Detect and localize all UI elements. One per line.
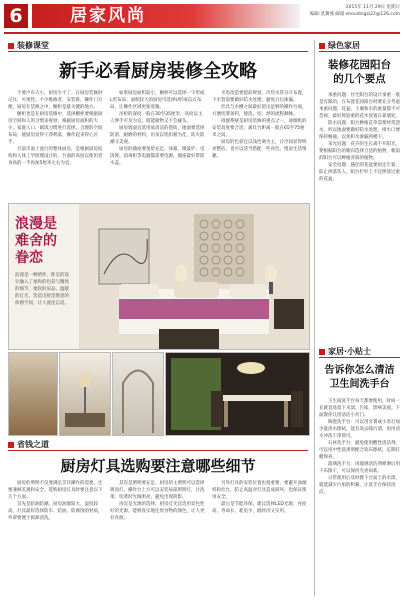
photo-strip <box>8 352 308 434</box>
paragraph: 排烟系统是厨房装修的重点之一，油烟机的安装高度要合适，离灶台距离一般在65至75厘米之间。 <box>212 119 307 138</box>
paragraph: 最后是节能环保。建议选择LED光源，亮度高、寿命长、耗电少，既经济又实用。 <box>212 502 307 514</box>
paragraph: 安全问题：悬挂的花盆要固定牢靠，防止掉落伤人，阳台栏杆上不宜摆放过重的花盆。 <box>319 163 400 182</box>
section-rule <box>8 51 308 52</box>
caption-title-line: 眷恋 <box>15 250 43 266</box>
section-label-decor <box>319 346 371 357</box>
paragraph: 厨房的色彩宜以浅色调为主，让空间显得明亮整洁，也可以适当搭配一些亮色，增添生活情趣。 <box>212 140 307 159</box>
living-room-photo <box>59 352 111 436</box>
page-number: 6 <box>4 4 28 28</box>
section-rule <box>319 357 400 358</box>
section-label-decor <box>319 40 360 51</box>
paragraph: 日常使用后及时擦干台面上的水渍，就能减少污垢的积累，让洗手台保持清洁。 <box>319 476 400 495</box>
bedroom-photo <box>8 203 310 350</box>
section-label-text: 省钱之道 <box>17 440 49 449</box>
editor-line: 编辑:莫翼燕 邮箱:shoudingzi22@126.com <box>309 12 400 17</box>
headline-line: 告诉你怎么清洁 <box>324 365 395 376</box>
paragraph: 玻璃洗手台：用玻璃清洁剂喷洒后用干布擦干，可以保持光亮如新。 <box>319 462 400 474</box>
date-line: 2015年 11月 29日 星期日 <box>345 5 400 10</box>
paragraph: 石材洗手台：避免使用酸性清洁剂，可以用中性洗涤剂配合软布擦拭，定期打蜡保养。 <box>319 441 400 460</box>
section-rule <box>8 450 308 451</box>
section-label-text: 家居·小贴士 <box>328 347 372 356</box>
right-bottom-headline <box>319 364 400 392</box>
paragraph: 厨房墙面宜选用易清洁的瓷砖，地面要选择防滑、耐磨的材料，吊顶以铝扣板为佳，防火防潮又美观。 <box>110 126 205 145</box>
paragraph: 厨房的照明不仅要满足烹饪操作的需要，还要兼顾美观和安全。选购厨房灯具时要注意以下几个方面。 <box>8 481 103 500</box>
paragraph: 采光问题：花卉的生长离不开阳光，要根据阳台的朝向选择合适的植物，朝南的阳台可以种植喜阳的植物。 <box>319 142 400 161</box>
section-rule <box>319 51 400 52</box>
section-title: 居家风尚 <box>70 6 146 26</box>
caption-title-line: 难舍的 <box>15 233 57 249</box>
bottom-headline: 厨房灯具选购要注意哪些细节 <box>60 457 256 475</box>
paragraph: 承重问题：住宅阳台的设计承重一般是有限的，在布置花园阳台时要充分考虑承重问题，花盆、土壤和水的重量都不可忽视，最好将较重的花木放置在靠墙处。 <box>319 93 400 119</box>
paragraph: 吊柜的深度一般在30至35厘米，高度以主人伸手可及为宜，既能储物又不会碰头。 <box>110 112 203 124</box>
headline-line: 的几个要点 <box>333 73 386 85</box>
section-label-decor <box>8 40 49 51</box>
section-label-text: 装修课堂 <box>17 41 49 50</box>
photo-caption-title <box>15 216 75 267</box>
paragraph: 防水问题：阳台种植花草需要经常浇水，所以地面要做好防水处理，排水口要保持畅通，以免积水渗漏到楼下。 <box>319 121 400 140</box>
paragraph: 灶具与水槽之间最好留出足够的操作台面，方便切菜备料，使洗、切、炒的流程顺畅。 <box>212 105 307 117</box>
headline-line: 装修花园阳台 <box>328 59 391 71</box>
paragraph: 目前市面上流行的整体厨房，是根据厨房结构和人体工学原理设计的，台面的高度以使用者身高的一半再加5厘米左右为宜。 <box>8 147 103 166</box>
headline-line: 卫生间洗手台 <box>329 379 390 390</box>
paragraph: 另外灯具的安装位置也很重要，要避开油烟机和灶台，防止高温对灯具造成损坏，也保证使用安全。 <box>212 481 307 500</box>
lamp-illustration <box>60 353 110 435</box>
column-divider <box>314 40 315 596</box>
paragraph: 陶瓷洗手台：可以用牙膏或小苏打加少量清水擦拭，能有效去除污渍，再用清水冲洗干净即可。 <box>319 420 400 439</box>
main-article-body <box>8 90 308 200</box>
paragraph: 卫生间洗手台每天都要使用，时间一长就容易留下水渍、污垢，影响美观。下面教你几招清洁小窍门。 <box>319 399 400 418</box>
paragraph: 如果厨房面积较小，橱柜可以选择一字形或L形布局；面积较大的厨房可选择U形或岛式布局，让操作区域更加宽敞。 <box>110 91 205 110</box>
photo-caption-text: 浪漫是一种情怀，卧室的设计融入了柔和的色彩与精致的细节，柔软的床品、温暖的灯光，营造出舒适惬意的休憩空间，让人流连忘返。 <box>15 273 69 306</box>
corridor-photo <box>8 352 58 436</box>
page-header <box>0 0 404 30</box>
bottom-article-body <box>8 480 308 594</box>
paragraph: 不要卢布大小，厨房少不了。在厨房装修时记住，可视性、不少维修者，安装排、操作门方便，厨房在装修之中，橱柜是最关键的地方。 <box>8 91 103 110</box>
dining-photo <box>112 352 164 436</box>
paragraph: 其次是照明要充足。厨房的主照明可以选择吸顶灯，操作台上方可以安装局部照明灯，让洗菜、切菜时光线明亮，避免出现阴影。 <box>110 481 205 500</box>
paragraph: 厨房的插座要预留充足，冰箱、微波炉、电饭煲、消毒柜等电器都需要电源，插座最好带防水盖。 <box>110 147 205 166</box>
paragraph: 橱柜也是在厨房装修中，选择橱柜要根据厨房空间和人的习惯来规划，根据厨房面积的大小、家庭人口、做饭习惯进行选择。合理的空间布局，使厨房显得干净利落，操作起来得心应手。 <box>8 112 103 145</box>
paragraph: 水电改造要提前规划，冷热水管分开布置，下水管道要做好防水处理，避免日后渗漏。 <box>212 91 307 103</box>
dining-room-photo <box>165 352 310 436</box>
section-label-text: 绿色家居 <box>328 41 360 50</box>
right-bottom-body <box>319 398 400 594</box>
header-rule <box>4 32 400 34</box>
section-label-decor <box>8 439 49 450</box>
right-top-body <box>319 92 400 340</box>
arch-illustration <box>113 353 163 435</box>
main-headline: 新手必看厨房装修全攻略 <box>59 61 257 82</box>
header-meta <box>310 4 400 18</box>
dining-illustration <box>166 353 309 435</box>
paragraph: 再次是光源的选择。厨房灯光宜选用显色性好的光源，能够真实地还原食物的颜色，让人更有食欲。 <box>110 502 205 521</box>
caption-title-line: 浪漫是 <box>15 216 57 232</box>
paragraph: 首先是防油防潮。厨房油烟较大，湿度较高，灯具最好选择防水、防油、防腐蚀的材质，外罩要便于拆卸清洗。 <box>8 502 103 521</box>
right-top-headline <box>319 58 400 86</box>
